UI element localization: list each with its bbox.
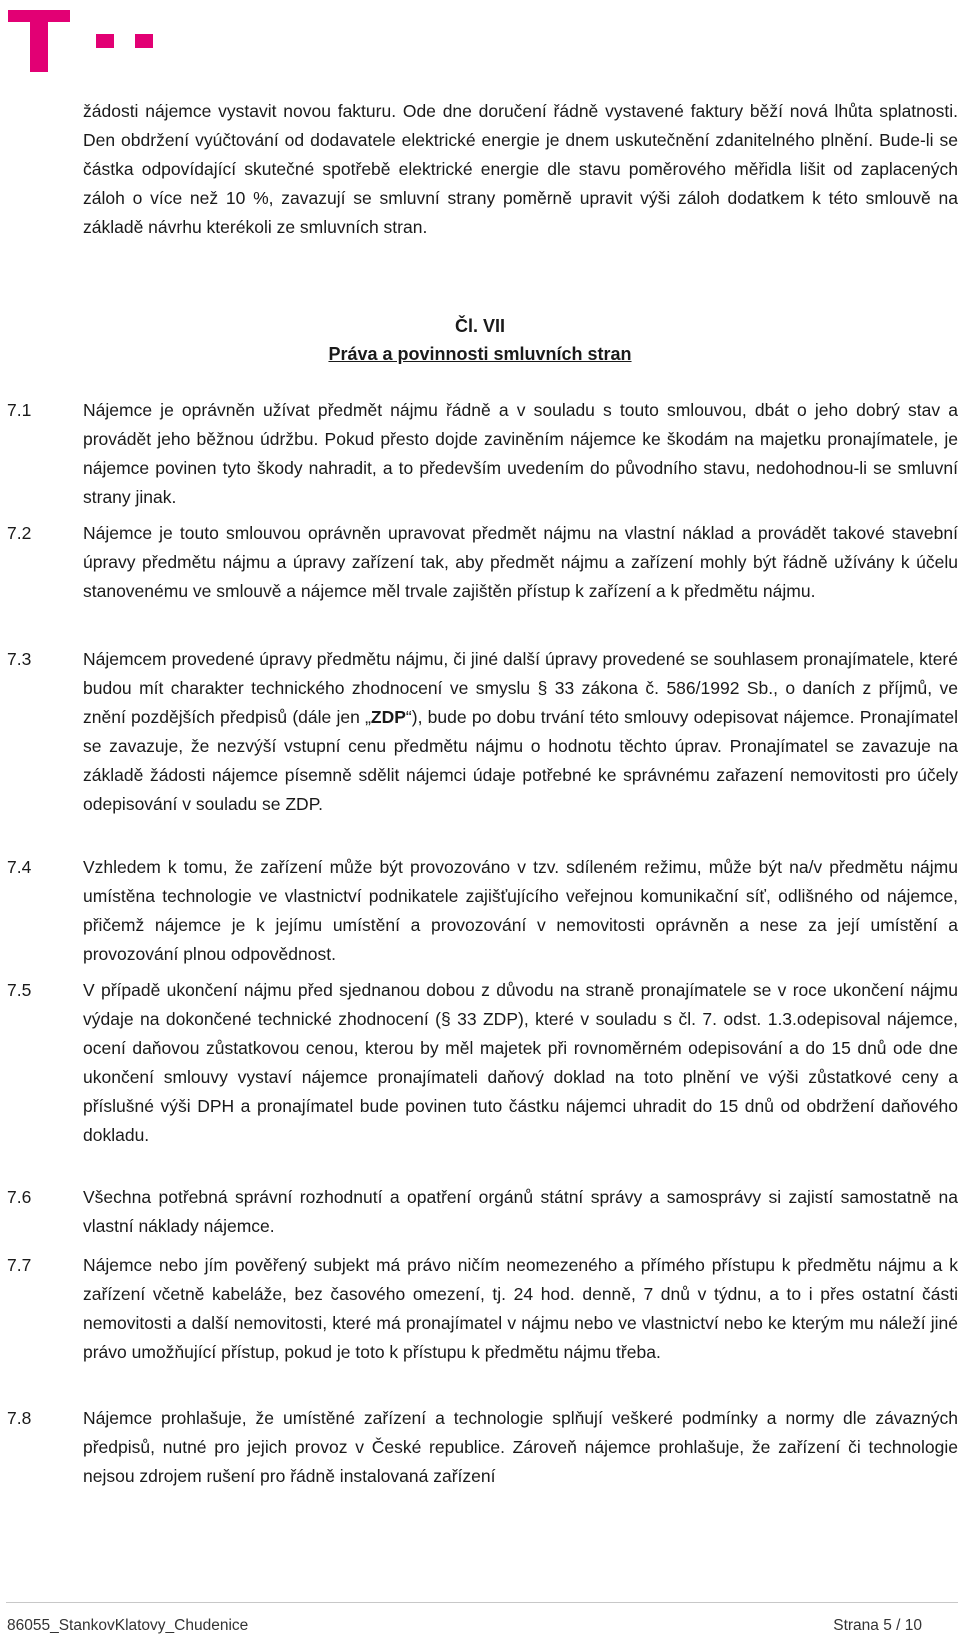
telekom-logo	[8, 4, 158, 74]
clause-number: 7.6	[7, 1187, 32, 1207]
clause-text: Vzhledem k tomu, že zařízení může být provozováno v tzv. sdíleném režimu, může být na/v předmětu nájmu umístěna technologie ve vlastnictví podnikatele zajišťujícího veřejnou komunikační síť, odlišného od nájemce, přičemž nájemce je k jejímu umístění a provozování v nemovitosti oprávněn a nese za její umístění a provozování plnou odpovědnost.	[83, 857, 958, 964]
clause-number: 7.5	[7, 980, 32, 1000]
clause-text	[83, 645, 958, 819]
clause-text: Nájemce nebo jím pověřený subjekt má právo ničím neomezeného a přímého přístupu k předmětu nájmu a k zařízení včetně kabeláže, bez časového omezení, tj. 24 hod. denně, 7 dnů v týdnu, a to i přes ostatní části nemovitosti a další nemovitosti, které má pronajímatel v nájmu nebo ve vlastnictví nebo ke kterým mu náleží jiné právo umožňující přístup, pokud je toto k přístupu k předmětu nájmu třeba.	[83, 1255, 958, 1362]
clause-number: 7.3	[7, 649, 32, 669]
article-title-text: Práva a povinnosti smluvních stran	[328, 344, 632, 364]
footer-divider	[6, 1602, 958, 1603]
clause-number: 7.4	[7, 857, 32, 877]
clause-text: Nájemce je touto smlouvou oprávněn upravovat předmět nájmu na vlastní náklad a provádět takové stavební úpravy předmětu nájmu a úpravy zařízení tak, aby předmět nájmu a zařízení mohly být řádně užívány k účelu stanovenému ve smlouvě a nájemce měl trvale zajištěn přístup k zařízení a k předmětu nájmu.	[83, 523, 958, 601]
logo-dot-1	[96, 34, 114, 48]
article-title	[0, 344, 960, 365]
clause-number: 7.2	[7, 523, 32, 543]
clause-text-part: Nájemcem provedené úpravy předmětu nájmu, či jiné další úpravy provedené se souhlasem pronajímatele, které budou mít charakter technického zhodnocení ve smyslu § 33 zákona č. 586/1992 Sb., o daních z příjmů, ve znění pozdějších předpisů (dále jen „	[83, 649, 958, 727]
clause-number: 7.8	[7, 1408, 32, 1428]
logo-t-stem	[30, 10, 48, 72]
clause-text: Nájemce prohlašuje, že umístěné zařízení a technologie splňují veškeré podmínky a normy dle závazných předpisů, nutné pro jejich provoz v České republice. Zároveň nájemce prohlašuje, že zařízení či technologie nejsou zdrojem rušení pro řádně instalovaná zařízení	[83, 1408, 958, 1486]
clause-text: V případě ukončení nájmu před sjednanou dobou z důvodu na straně pronajímatele se v roce ukončení nájmu výdaje na dokončené technické zhodnocení (§ 33 ZDP), které v souladu s čl. 7. odst. 1.3.odepisoval nájemce, ocení daňovou zůstatkovou cenou, kterou by měl majetek při rovnoměrném odepisování a do 15 dnů ode dne ukončení smlouvy vystaví nájemce pronajímateli daňový doklad na toto plnění ve výši zůstatkové ceny a příslušné výši DPH a pronajímatel bude povinen tuto částku nájemci uhradit do 15 dnů od obdržení daňového dokladu.	[83, 980, 958, 1145]
intro-paragraph: žádosti nájemce vystavit novou fakturu. Ode dne doručení řádně vystavené faktury běží nová lhůta splatnosti. Den obdržení vyúčtování od dodavatele elektrické energie je dnem uskutečnění zdanitelného plnění. Bude-li se částka odpovídající skutečné spotřebě elektrické energie dle stavu poměrového měřidla lišit od zaplacených záloh o více než 10 %, zavazují se smluvní strany poměrně upravit výši záloh dodatkem k této smlouvě na základě návrhu kterékoli ze smluvních stran.	[83, 101, 958, 237]
clause-text-bold: ZDP	[370, 707, 406, 727]
article-number: Čl. VII	[454, 316, 505, 336]
footer-page-number: Strana 5 / 10	[833, 1617, 922, 1634]
footer-document-id: 86055_StankovKlatovy_Chudenice	[7, 1617, 249, 1634]
clause-text: Nájemce je oprávněn užívat předmět nájmu řádně a v souladu s touto smlouvou, dbát o jeho dobrý stav a provádět jeho běžnou údržbu. Pokud přesto dojde zaviněním nájemce ke škodám na majetku pronajímatele, je nájemce povinen tyto škody nahradit, a to především uvedením do původního stavu, nedohodnou-li se smluvní strany jinak.	[83, 400, 958, 507]
clause-number: 7.7	[7, 1255, 32, 1275]
logo-dot-2	[135, 34, 153, 48]
clause-number: 7.1	[7, 400, 32, 420]
clause-text-part: “), bude po dobu trvání této smlouvy odepisovat nájemce. Pronajímatel se zavazuje, že nezvýší vstupní cenu předmětu nájmu o hodnotu těchto úprav. Pronajímatel se zavazuje na základě žádosti nájemce písemně sdělit nájemci údaje potřebné ke správnému zařazení nemovitosti pro účely odepisování v souladu se ZDP.	[83, 707, 958, 814]
clause-text: Všechna potřebná správní rozhodnutí a opatření orgánů státní správy a samosprávy si zajistí samostatně na vlastní náklady nájemce.	[83, 1187, 958, 1236]
